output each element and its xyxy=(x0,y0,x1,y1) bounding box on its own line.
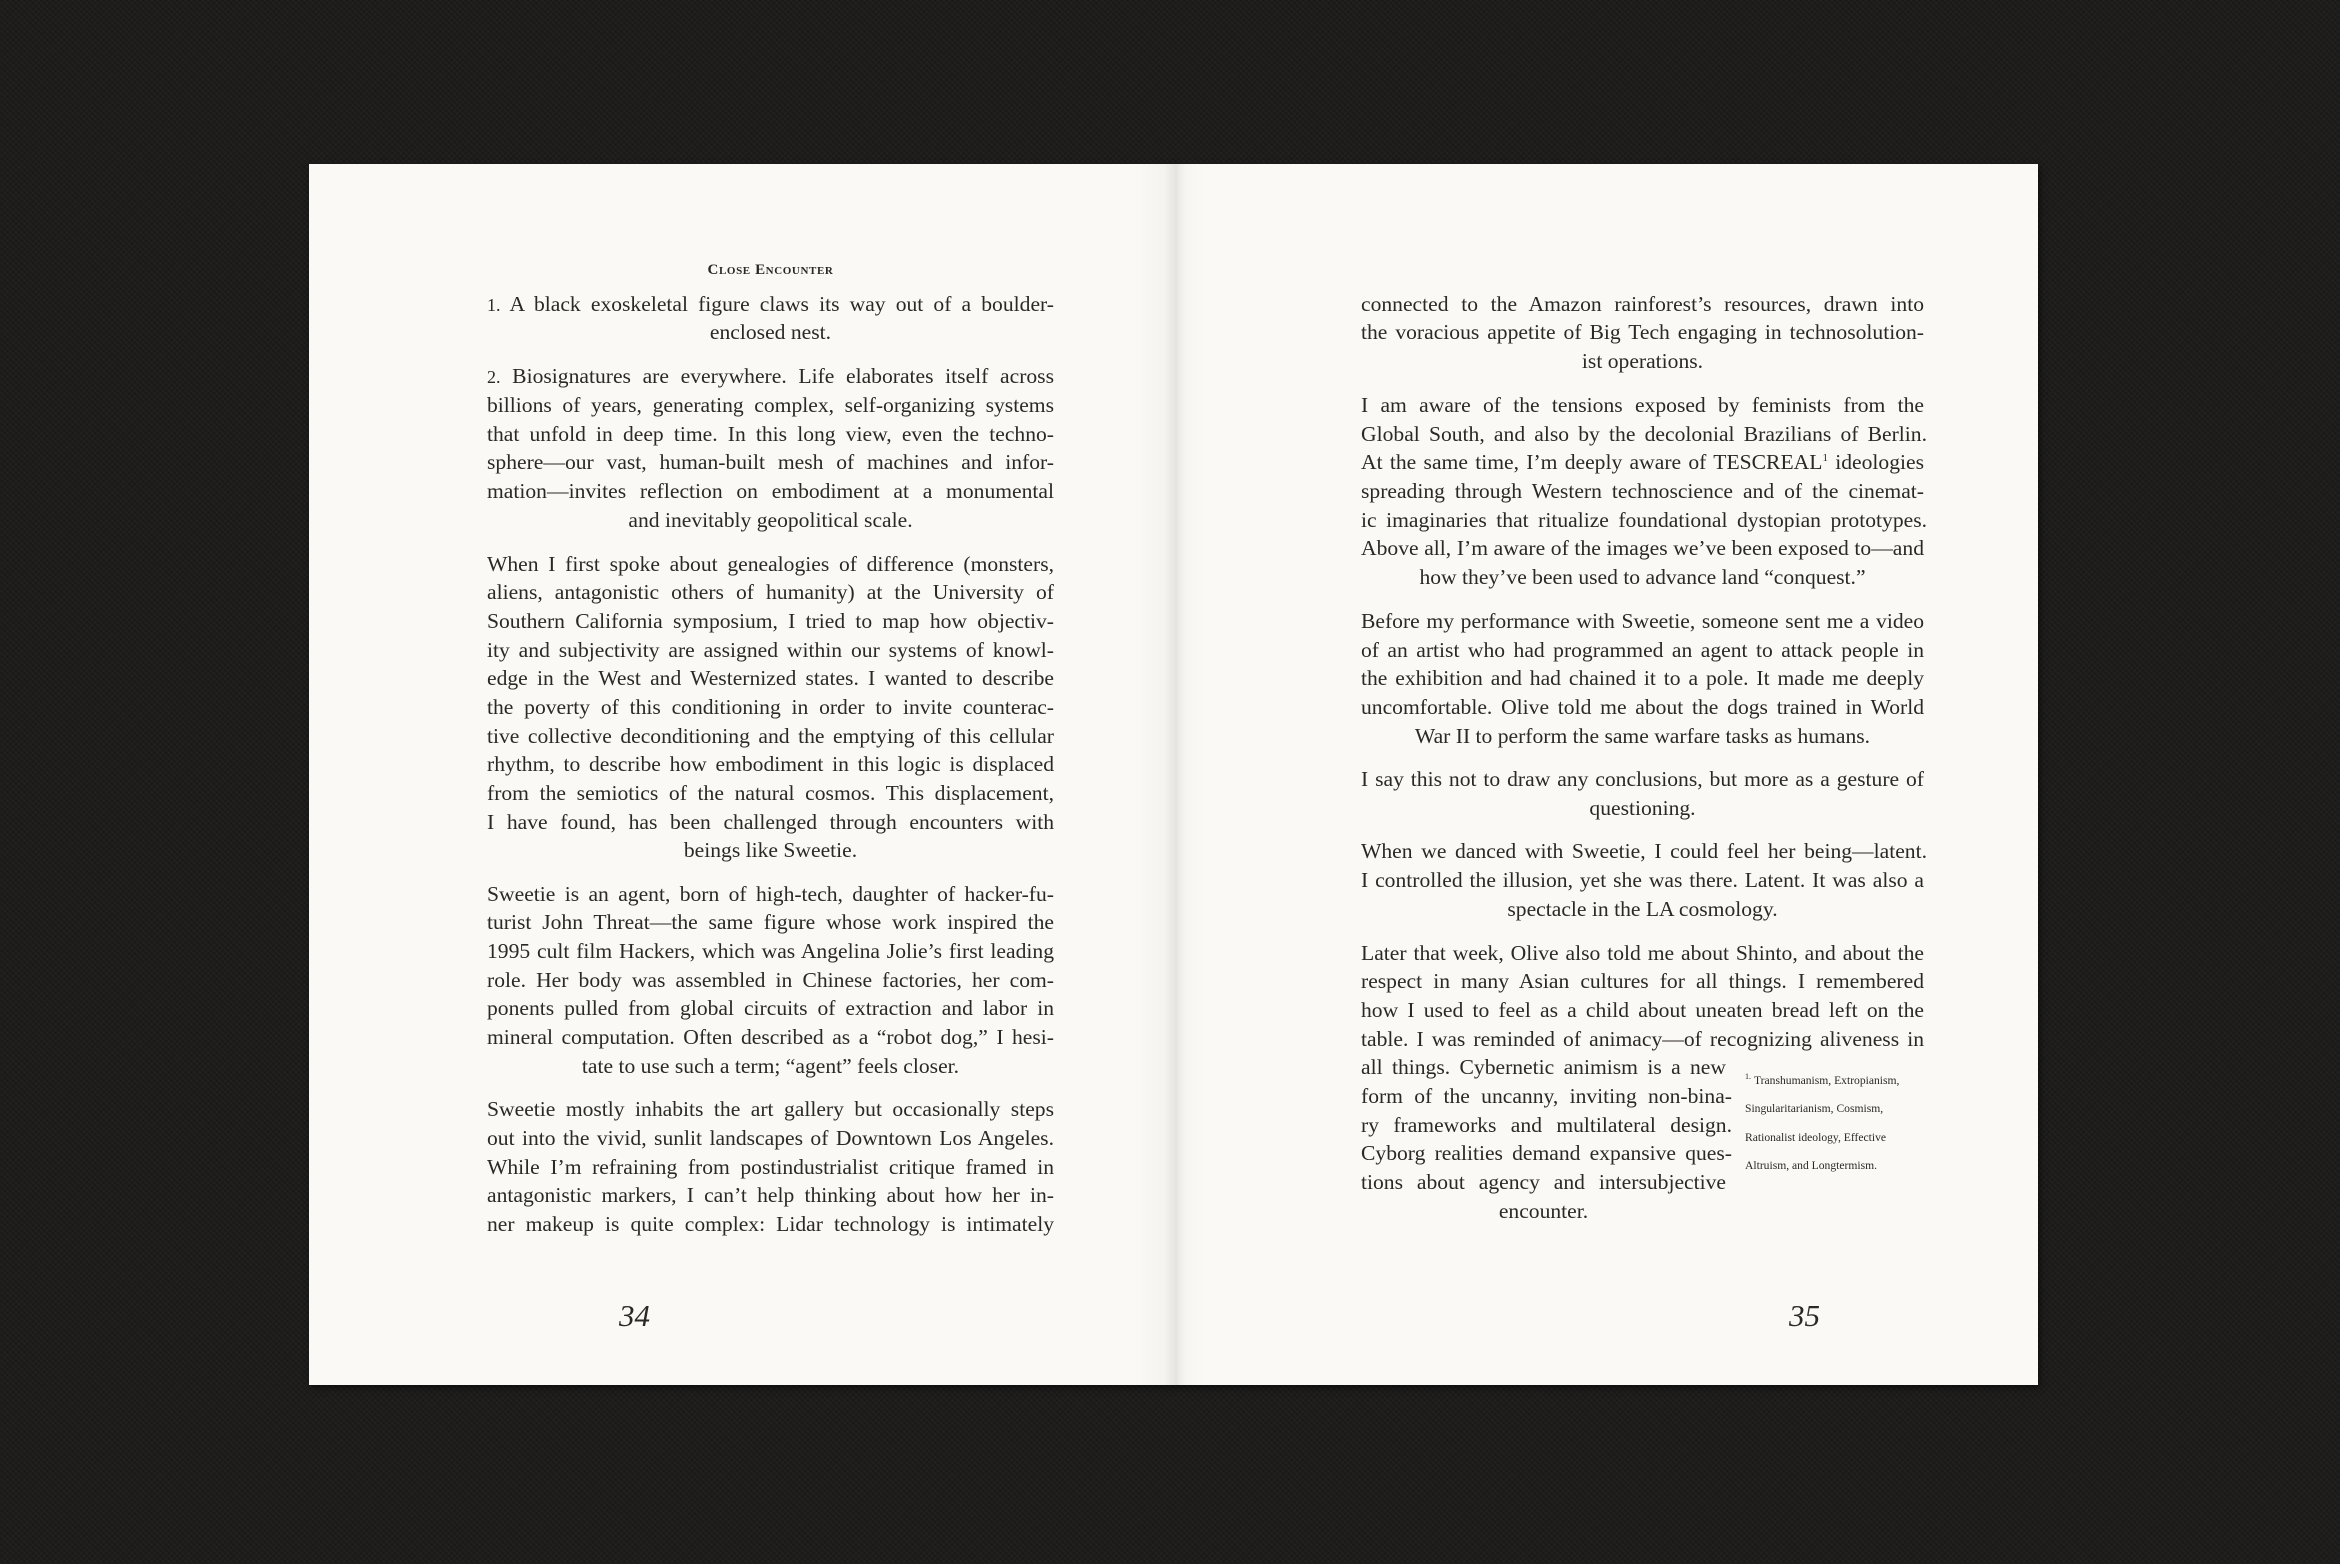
text-line: I am aware of the tensions exposed by feminists from the xyxy=(1361,393,1924,417)
text-line: uncomfortable. Olive told me about the dogs trained in World xyxy=(1361,695,1924,719)
text-line: ity and subjectivity are assigned within our systems of knowl- xyxy=(487,638,1054,662)
text-line: the voracious appetite of Big Tech engaging in technosolution- xyxy=(1361,320,1924,344)
text-line: War II to perform the same warfare tasks as humans. xyxy=(1414,724,1871,748)
footnote-marker: 1. xyxy=(1745,1072,1751,1081)
text-line: sphere—our vast, human-built mesh of machines and infor- xyxy=(487,450,1054,474)
text-line: edge in the West and Westernized states. I wanted to describe xyxy=(487,666,1054,690)
right-page xyxy=(1168,164,2038,1385)
text-line: I say this not to draw any conclusions, but more as a gesture of xyxy=(1361,767,1924,791)
left-page xyxy=(309,164,1168,1385)
running-head: Close Encounter xyxy=(707,262,834,278)
text-line: spectacle in the LA cosmology. xyxy=(1507,897,1778,921)
text-line: tions about agency and intersubjective xyxy=(1361,1170,1726,1194)
text-line: Later that week, Olive also told me about Shinto, and about the xyxy=(1361,941,1924,965)
text-line: ist operations. xyxy=(1581,349,1704,373)
text-line: mineral computation. Often described as a “robot dog,” I hesi- xyxy=(487,1025,1054,1049)
text-line: Above all, I’m aware of the images we’ve been exposed to—and xyxy=(1361,536,1924,560)
footnote-line: Singularitarianism, Cosmism, xyxy=(1745,1102,1884,1116)
text-line: respect in many Asian cultures for all things. I remembered xyxy=(1361,969,1924,993)
text-line: out into the vivid, sunlit landscapes of Downtown Los Angeles. xyxy=(487,1126,1054,1150)
text-line: Sweetie mostly inhabits the art gallery but occasionally steps xyxy=(487,1097,1054,1121)
text-line: Cyborg realities demand expansive ques- xyxy=(1361,1141,1732,1165)
text-line: all things. Cybernetic animism is a new xyxy=(1361,1055,1726,1079)
text-line: 1. A black exoskeletal figure claws its way out of a boulder- xyxy=(487,292,1054,316)
text-line: While I’m refraining from postindustrialist critique framed in xyxy=(487,1155,1054,1179)
text-line: the exhibition and had chained it to a pole. It made me deeply xyxy=(1361,666,1924,690)
text-line: billions of years, generating complex, self-organizing systems xyxy=(487,393,1054,417)
text-line: 2. Biosignatures are everywhere. Life elaborates itself across xyxy=(487,364,1054,388)
text-line: connected to the Amazon rainforest’s resources, drawn into xyxy=(1361,292,1924,316)
footnote-reference[interactable]: 1 xyxy=(1822,451,1828,464)
text-line: the poverty of this conditioning in order to invite counterac- xyxy=(487,695,1054,719)
text-line: ponents pulled from global circuits of extraction and labor in xyxy=(487,996,1054,1020)
text-line: 1995 cult film Hackers, which was Angelina Jolie’s first leading xyxy=(487,939,1054,963)
text-line: enclosed nest. xyxy=(709,320,832,344)
text-line: ry frameworks and multilateral design. xyxy=(1361,1113,1732,1137)
book-spread xyxy=(309,164,2038,1385)
text-line: table. I was reminded of animacy—of recognizing aliveness in xyxy=(1361,1027,1924,1051)
text-line: from the semiotics of the natural cosmos. This displacement, xyxy=(487,781,1054,805)
text-line: ner makeup is quite complex: Lidar technology is intimately xyxy=(487,1212,1054,1236)
page-number: 35 xyxy=(1789,1298,1820,1333)
text-line: Sweetie is an agent, born of high-tech, daughter of hacker-fu- xyxy=(487,882,1054,906)
text-line: form of the uncanny, inviting non-bina- xyxy=(1361,1084,1732,1108)
paragraph-number: 1. xyxy=(487,295,501,315)
text-line: beings like Sweetie. xyxy=(683,838,858,862)
text-line: mation—invites reflection on embodiment at a monumental xyxy=(487,479,1054,503)
text-line: of an artist who had programmed an agent to attack people in xyxy=(1361,638,1924,662)
text-line: aliens, antagonistic others of humanity) at the University of xyxy=(487,580,1054,604)
text-line: Before my performance with Sweetie, someone sent me a video xyxy=(1361,609,1924,633)
text-line: I have found, has been challenged through encounters with xyxy=(487,810,1054,834)
text-line: encounter. xyxy=(1498,1199,1589,1223)
text-line: questioning. xyxy=(1589,796,1696,820)
text-line: role. Her body was assembled in Chinese factories, her com- xyxy=(487,968,1054,992)
text-line: ic imaginaries that ritualize foundational dystopian prototypes. xyxy=(1361,508,1927,532)
text-line: At the same time, I’m deeply aware of TESCREAL$^1$ ideologies xyxy=(1361,450,1924,474)
footnote-line: $^{1.}$ Transhumanism, Extropianism, xyxy=(1745,1072,1900,1087)
text-line: that unfold in deep time. In this long view, even the techno- xyxy=(487,422,1054,446)
text-line: rhythm, to describe how embodiment in this logic is displaced xyxy=(487,752,1054,776)
text-line: Southern California symposium, I tried to map how objectiv- xyxy=(487,609,1054,633)
footnote xyxy=(1745,1063,1899,1181)
text-line: how I used to feel as a child about uneaten bread left on the xyxy=(1361,998,1924,1022)
text-line: turist John Threat—the same figure whose work inspired the xyxy=(487,910,1054,934)
text-line: Global South, and also by the decolonial Brazilians of Berlin. xyxy=(1361,422,1927,446)
text-line: and inevitably geopolitical scale. xyxy=(628,508,913,532)
paragraph-number: 2. xyxy=(487,367,501,387)
page-number: 34 xyxy=(619,1298,650,1333)
text-line: When I first spoke about genealogies of difference (monsters, xyxy=(487,552,1054,576)
text-line: antagonistic markers, I can’t help thinking about how her in- xyxy=(487,1183,1054,1207)
text-line: how they’ve been used to advance land “conquest.” xyxy=(1419,565,1866,589)
footnote-line: Altruism, and Longtermism. xyxy=(1745,1159,1878,1173)
text-line: I controlled the illusion, yet she was there. Latent. It was also a xyxy=(1361,868,1924,892)
text-line: tate to use such a term; “agent” feels closer. xyxy=(581,1054,960,1078)
text-line: When we danced with Sweetie, I could feel her being—latent. xyxy=(1361,839,1927,863)
text-line: tive collective deconditioning and the emptying of this cellular xyxy=(487,724,1054,748)
footnote-line: Rationalist ideology, Effective xyxy=(1745,1130,1887,1144)
text-line: spreading through Western technoscience and of the cinemat- xyxy=(1361,479,1924,503)
